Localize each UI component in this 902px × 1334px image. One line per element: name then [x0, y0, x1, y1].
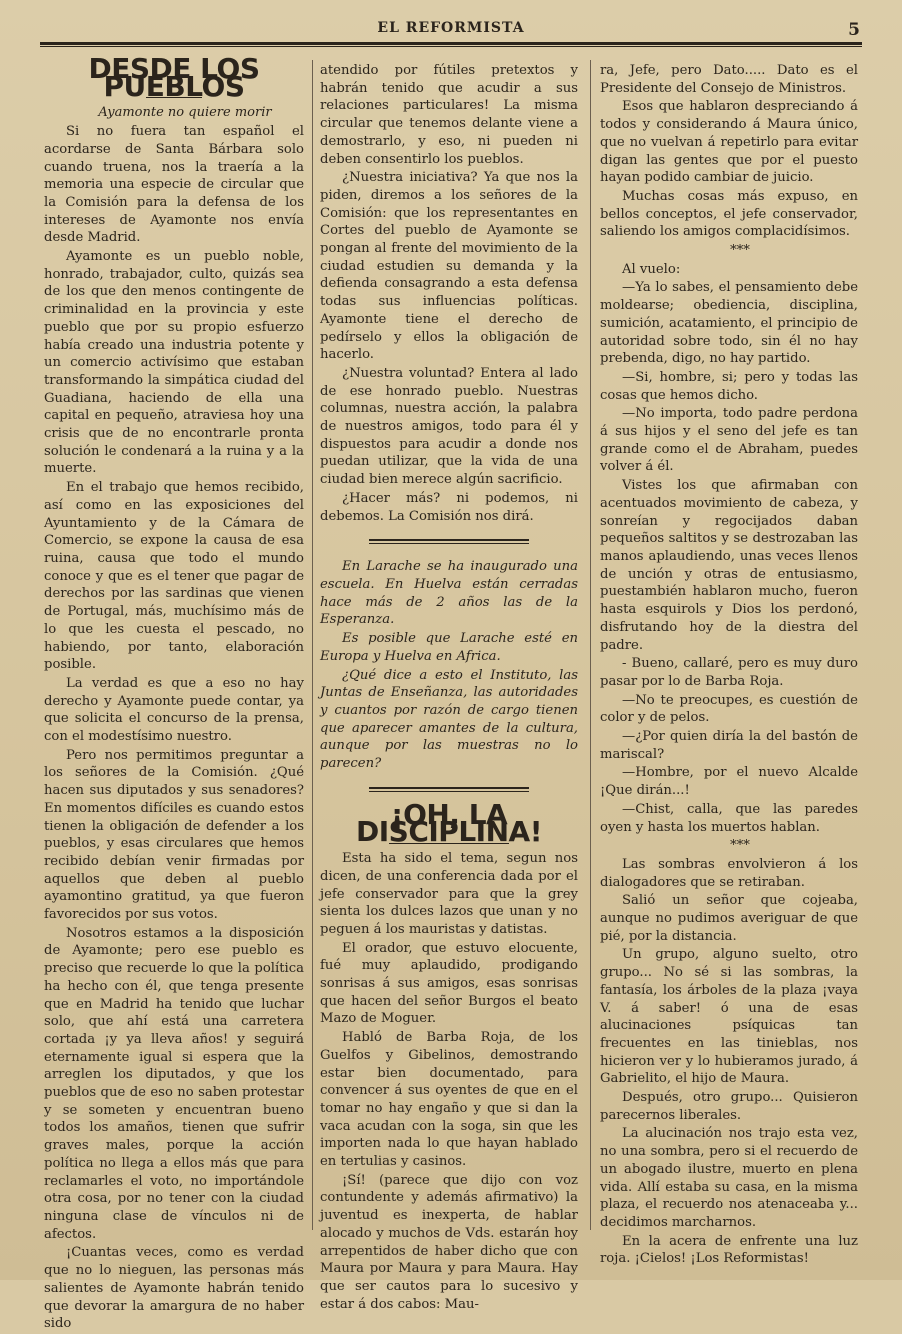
- paragraph: - Bueno, callaré, pero es muy duro pasar por lo de Barba Roja.: [600, 656, 858, 689]
- paragraph: Esta ha sido el tema, segun nos dicen, de una conferencia dada por el jefe conservador para que la grey sienta los dulces lazos que unan y no peguen á los mauristas y datistas.: [320, 851, 578, 937]
- paragraph: Vistes los que afirmaban con acentuados movimiento de cabeza, y sonreían y regocijados daban pequeños saltitos y se destrozaban las manos aplaudiendo, unas veces llenos de unción y otras de entusiasmo, puestambién hablaron mucho, fueron hasta esquirols y Dios los perdonó, disfrutando hoy de la diestra del padre.: [600, 478, 858, 653]
- column-divider: [312, 60, 313, 1230]
- page-number: 5: [848, 20, 860, 40]
- article-title-desde-los-pueblos: DESDE LOS PUEBLOS: [88, 52, 260, 103]
- paragraph: En la acera de enfrente una luz roja. ¡Cielos! ¡Los Reformistas!: [600, 1233, 858, 1267]
- paragraph: Ayamonte es un pueblo noble, honrado, trabajador, culto, quizás sea de los que den menos contingente de criminalidad en la provincia y este pueblo que por su propio esfuerzo había creado una industria potente y un comercio activísimo que estaban transformando la simpática ciudad del Guadiana, haciendo de ella una capital en pequeño, atraviesa hoy una crisis que de no encontrarle pronta solución le condenará a la ruina y a la muerte.: [44, 249, 304, 477]
- paragraph: Esos que hablaron despreciando á todos y considerando á Maura único, que no vuelvan á repetirlo para evitar digan las gentes que por el puesto hayan podido cambiar de juicio.: [600, 99, 858, 186]
- paragraph: El orador, que estuvo elocuente, fué muy aplaudido, prodigando sonrisas á sus amigos, esas sonrisas que hacen del señor Burgos el beato Mazo de Moguer.: [320, 940, 578, 1027]
- paragraph: ¿Hacer más? ni podemos, ni debemos. La Comisión nos dirá.: [320, 490, 578, 524]
- page-header: [40, 14, 862, 50]
- paragraph: ra, Jefe, pero Dato..... Dato es el Presidente del Consejo de Ministros.: [600, 63, 858, 96]
- paragraph: Muchas cosas más expuso, en bellos conceptos, el jefe conservador, saliendo los amigos complacidísimos.: [600, 188, 858, 240]
- paragraph: —Si, hombre, si; pero y todas las cosas que hemos dicho.: [600, 369, 858, 403]
- paragraph: Si no fuera tan español el acordarse de Santa Bárbara solo cuando truena, nos la traería a la memoria una especie de circular que la Comisión para la defensa de los intereses de Ayamonte nos envía desde Madrid.: [44, 124, 304, 246]
- italic-paragraph: ¿Qué dice a esto el Instituto, las Juntas de Enseñanza, las autoridades y cuantos por razón de cargo tienen que aparecer amantes de la cultura, aunque por las muestras no lo parecen?: [320, 667, 578, 772]
- section-stars: ***: [730, 243, 750, 259]
- paragraph: ¿Nuestra voluntad? Entera al lado de ese honrado pueblo. Nuestras columnas, nuestra acción, la palabra de nuestros amigos, todo para él y dispuestos para acudir a donde nos puedan utilizar, que la vida de una ciudad bien merece algún sacrificio.: [320, 365, 578, 488]
- paragraph: ¡Sí! (parece que dijo con voz contundente y además afirmativo) la juventud es inexperta, de hablar alocado y muchos de Vds. estarán hoy arrepentidos de haber dicho que con Maura por Maura y para Maura. Hay que ser cautos para lo sucesivo y estar á dos cabos: Mau-: [320, 1172, 578, 1312]
- paragraph: La verdad es que a eso no hay derecho y Ayamonte puede contar, ya que solicita el concurso de la prensa, con el modestísimo nuestro.: [44, 675, 304, 745]
- paragraph: Nosotros estamos a la disposición de Ayamonte; pero ese pueblo es preciso que recuerde lo que la política ha hecho con él, que tenga presente que en Madrid ha tenido que luchar solo, que ahí está una carretera cortada ¡y ya lleva años! y seguirá eternamente igual si espera que la arreglen los diputados, y que los pueblos que de eso no saben protestar y se someten y encuentran bueno todos los amaños, tienen que sufrir graves males, porque la acción política no llega a ellos más que para reclamarles el voto, no importándole otra cosa, por no tener con la ciudad ninguna clase de vínculos ni de afectos.: [44, 925, 304, 1242]
- paragraph: —Chist, calla, que las paredes oyen y hasta los muertos hablan.: [600, 801, 858, 835]
- column-divider: [590, 60, 591, 1230]
- paragraph: ¡Cuantas veces, como es verdad que no lo nieguen, las personas más salientes de Ayamonte habrán tenido que devorar la amargura de no haber sido: [44, 1245, 304, 1332]
- paragraph: —Ya lo sabes, el pensamiento debe moldearse; obediencia, disciplina, sumición, acatamiento, el principio de autoridad sobre todo, sin él no hay prebenda, digo, no hay partido.: [600, 280, 858, 367]
- italic-paragraph: En Larache se ha inaugurado una escuela. En Huelva están cerradas hace más de 2 años las de la Esperanza.: [320, 559, 578, 628]
- paragraph: —No te preocupes, es cuestión de color y de pelos.: [600, 692, 858, 726]
- paragraph: —¿Por quien diría la del bastón de mariscal?: [600, 729, 858, 762]
- italic-paragraph: Es posible que Larache esté en Europa y Huelva en Africa.: [320, 631, 578, 664]
- section-stars: ***: [730, 838, 750, 854]
- section-divider: [369, 787, 529, 792]
- paragraph: ¿Nuestra iniciativa? Ya que nos la piden, diremos a los señores de la Comisión: que los representantes en Cortes del pueblo de Ayamonte se pongan al frente del movimiento de la ciudad estudien su demanda y la defienda consagrando a esta defensa todas sus influencias políticas. Ayamonte tiene el derecho de pedírselo y ellos la obligación de hacerlo.: [320, 170, 578, 363]
- paragraph: En el trabajo que hemos recibido, así como en las exposiciones del Ayuntamiento y de la Cámara de Comercio, se expone la causa de esa ruina, causa que todo el mundo conoce y que es el tener que pagar de derechos por las sardinas que vienen de Portugal, más, muchísimo más de lo que les cuesta el pescado, no habiendo, por tanto, elaboración posible.: [44, 480, 304, 673]
- article-title-oh-la-disciplina: ¡OH, LA DISCIPLINA!: [356, 797, 542, 849]
- paragraph: Salió un señor que cojeaba, aunque no pudimos averiguar de que pié, por la distancia.: [600, 893, 858, 944]
- paragraph: Pero nos permitimos preguntar a los señores de la Comisión. ¿Qué hacen sus diputados y sus senadores? En momentos difíciles es cuando estos tienen la obligación de defender a los pueblos, y esas circulares que hemos recibido debían venir firmadas por aquellos que deben al pueblo ayamontino gratitud, ya que fueron favorecidos por sus votos.: [44, 747, 304, 923]
- paragraph: atendido por fútiles pretextos y habrán tenido que acudir a sus relaciones particulares! La misma circular que tenemos delante viene a demostrarlo, y eso, ni pueden ni deben consentirlo los pueblos.: [320, 63, 578, 167]
- italic-note: [320, 558, 578, 772]
- article-column-2: [320, 62, 578, 1314]
- section-divider: [369, 539, 529, 544]
- header-rule: [40, 42, 862, 47]
- paragraph: Después, otro grupo... Quisieron parecernos liberales.: [600, 1090, 858, 1123]
- paragraph: La alucinación nos trajo esta vez, no una sombra, pero si el recuerdo de un abogado ilustre, muerto en plena vida. Allí estaba su casa, en la misma plaza, el recuerdo nos atenaceaba y... decidimos marcharnos.: [600, 1126, 858, 1230]
- paragraph: Un grupo, alguno suelto, otro grupo... No sé si las sombras, la fantasía, los árboles de la plaza ¡vaya V. á saber! ó una de esas alucinaciones psíquicas tan frecuentes en las tinieblas, nos hicieron ver y lo hubieramos jurado, á Gabrielito, el hijo de Maura.: [600, 947, 858, 1087]
- paragraph: —Hombre, por el nuevo Alcalde ¡Que dirán...!: [600, 765, 858, 799]
- newspaper-title: EL REFORMISTA: [377, 20, 525, 36]
- article-column-3: [600, 62, 858, 1269]
- paragraph: Habló de Barba Roja, de los Guelfos y Gibelinos, demostrando estar bien documentado, para convencer á sus oyentes de que en el tomar no hay engaño y que si dan la vaca acudan con la soga, sin que les importen nada lo que hayan hablado en tertulias y casinos.: [320, 1030, 578, 1170]
- paragraph: —No importa, todo padre perdona á sus hijos y el seno del jefe es tan grande como el de Abraham, puedes volver á él.: [600, 406, 858, 475]
- article-column-1: [44, 52, 304, 1334]
- paragraph: Al vuelo:: [622, 261, 681, 277]
- paragraph: Las sombras envolvieron á los dialogadores que se retiraban.: [600, 856, 858, 890]
- article-subtitle: Ayamonte no quiere morir: [98, 105, 272, 121]
